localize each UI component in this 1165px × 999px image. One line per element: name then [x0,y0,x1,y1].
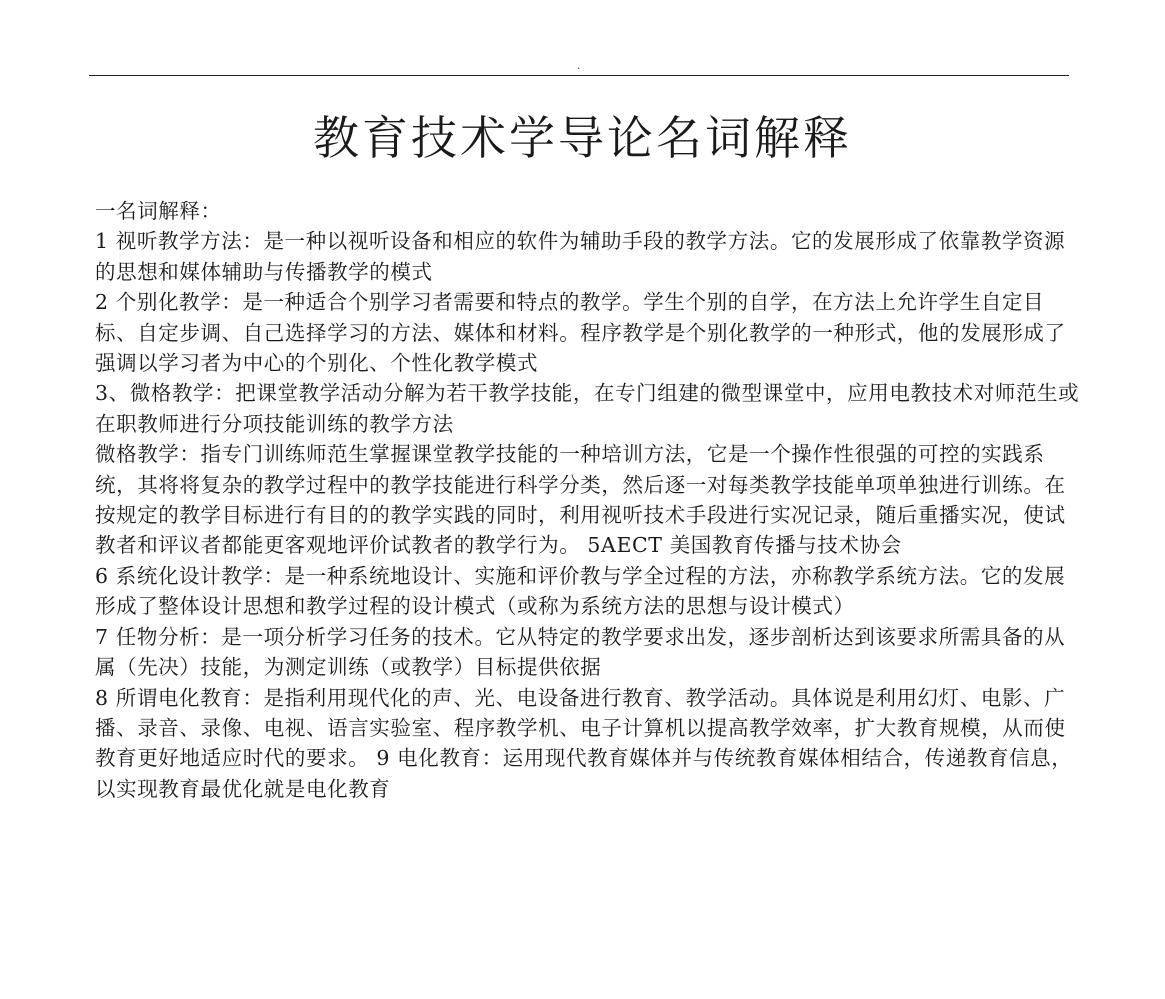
paragraph-item-7: 8 所谓电化教育：是指利用现代化的声、光、电设备进行教育、教学活动。具体说是利用幻灯、电影、广播、录音、录像、电视、语言实验室、程序教学机、电子计算机以提高教学效率，扩大教育规模，从而使教育更好地适应时代的要求。 9 电化教育：运用现代教育媒体并与传统教育媒体相结合，传递教育信息，以实现教育最优化就是电化教育 [95,685,1073,801]
paragraph-item-4: 微格教学：指专门训练师范生掌握课堂教学技能的一种培训方法，它是一个操作性很强的可控的实践系统，其将将复杂的教学过程中的教学技能进行科学分类，然后逐一对每类教学技能单项单独进行训练。在按规定的教学目标进行有目的的教学实践的同时，利用视听技术手段进行实况记录，随后重播实况，使试教者和评议者都能更客观地评价试教者的教学行为。 5AECT 美国教育传播与技术协会 [95,442,1066,558]
header-mark: . [577,61,581,72]
document-body [95,196,1080,804]
paragraph-item-6: 7 任物分析：是一项分析学习任务的技术。它从特定的教学要求出发，逐步剖析达到该要求所需具备的从属（先决）技能，为测定训练（或教学）目标提供依据 [95,624,1066,680]
section-heading: 一名词解释： [95,199,222,223]
header-rule [89,75,1069,76]
paragraph-item-5: 6 系统化设计教学：是一种系统地设计、实施和评价教与学全过程的方法，亦称教学系统方法。它的发展形成了整体设计思想和教学过程的设计模式（或称为系统方法的思想与设计模式） [95,563,1066,619]
paragraph-item-2: 2 个别化教学：是一种适合个别学习者需要和特点的教学。学生个别的自学，在方法上允许学生自定目标、自定步调、自己选择学习的方法、媒体和材料。程序教学是个别化教学的一种形式，他的发展形成了强调以学习者为中心的个别化、个性化教学模式 [95,290,1066,376]
paragraph-item-1: 1 视听教学方法：是一种以视听设备和相应的软件为辅助手段的教学方法。它的发展形成了依靠教学资源的思想和媒体辅助与传播教学的模式 [95,229,1066,284]
page-title: 教育技术学导论名词解释 [313,111,852,165]
paragraph-item-3: 3、微格教学：把课堂教学活动分解为若干教学技能，在专门组建的微型课堂中，应用电教技术对师范生或在职教师进行分项技能训练的教学方法 [95,381,1080,436]
